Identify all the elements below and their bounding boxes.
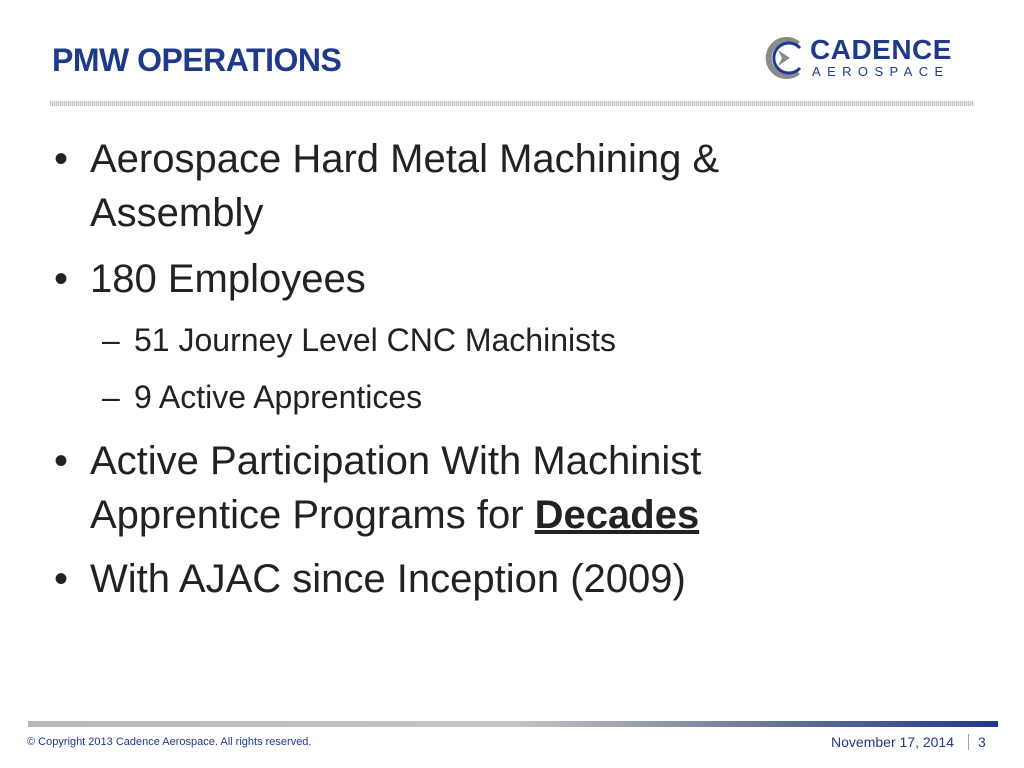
bullet-item: [54, 132, 720, 240]
bullet-item: [54, 252, 366, 306]
slide-title: PMW OPERATIONS: [52, 42, 342, 78]
bullet-marker: •: [54, 137, 69, 181]
dash-marker: –: [102, 322, 120, 358]
sub-bullet-text: 51 Journey Level CNC Machinists: [134, 322, 616, 358]
emphasis-decades: Decades: [534, 493, 700, 537]
copyright-text: © Copyright 2013 Cadence Aerospace. All rights reserved.: [27, 736, 312, 748]
bullet-marker: •: [54, 439, 69, 483]
logo-wordmark: CADENCE: [810, 34, 952, 65]
bullet-item: [54, 552, 686, 606]
dash-marker: –: [102, 379, 120, 415]
bullet-text: With AJAC since Inception (2009): [90, 557, 686, 601]
bullet-text: 180 Employees: [90, 257, 366, 301]
bullet-marker: •: [54, 257, 69, 301]
footer-separator: [968, 734, 969, 750]
bullet-item: [54, 434, 702, 542]
bullet-text-continuation: [90, 488, 701, 542]
footer-date: November 17, 2014: [831, 734, 954, 750]
bullet-text: Active Participation With Machinist: [90, 439, 702, 483]
bullet-text-prefix: Apprentice Programs for: [90, 493, 535, 537]
logo-subtitle: AEROSPACE: [812, 64, 950, 79]
sub-bullet-item: [102, 377, 423, 417]
bullet-text-continuation: Assembly: [90, 191, 264, 235]
footer-bar: [28, 721, 998, 727]
sub-bullet-text: 9 Active Apprentices: [134, 379, 423, 415]
bullet-marker: •: [54, 557, 69, 601]
page-number: 3: [978, 734, 986, 750]
bullet-text: Aerospace Hard Metal Machining &: [90, 137, 720, 181]
sub-bullet-item: [102, 320, 616, 360]
